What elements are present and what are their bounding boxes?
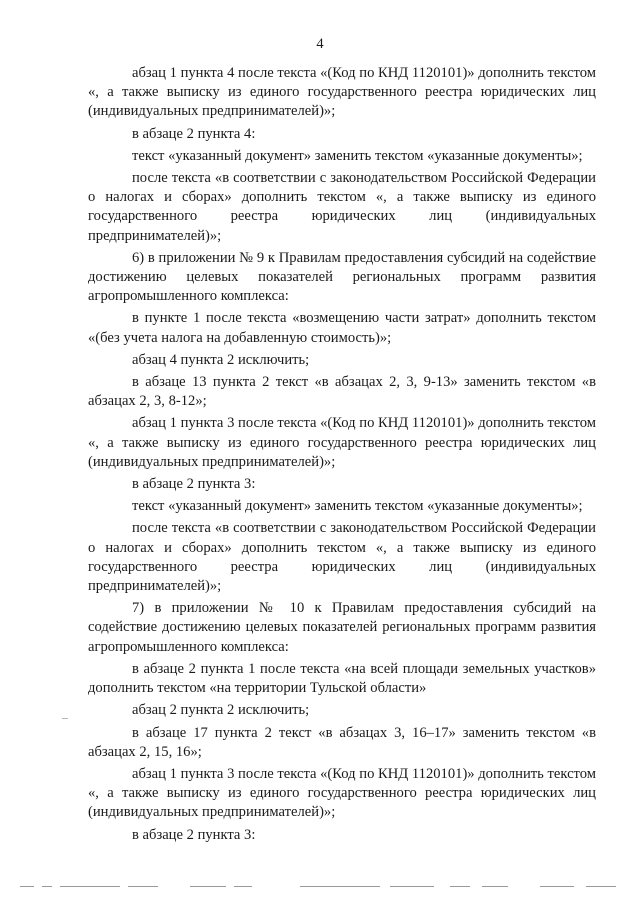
paragraph: текст «указанный документ» заменить текстом «указанные документы»; xyxy=(132,147,583,164)
document-body xyxy=(88,64,596,845)
paragraph: в абзаце 2 пункта 1 после текста «на всей площади земельных участков» дополнить текстом «на территории Тульской области» xyxy=(88,660,596,697)
page-number: 4 xyxy=(316,36,324,52)
paragraph: в абзаце 2 пункта 3: xyxy=(132,826,256,843)
scan-artifact xyxy=(62,718,68,719)
paragraph: после текста «в соответствии с законодательством Российской Федерации о налогах и сборах» дополнить текстом «, а также выписку из единого государственного реестра юридических лиц (индивидуальных предпринимателей)»; xyxy=(88,170,596,244)
paragraph: 6) в приложении № 9 к Правилам предоставления субсидий на содействие достижению целевых показателей региональных программ развития агропромышленного комплекса: xyxy=(88,249,596,305)
paragraph: в абзаце 2 пункта 3: xyxy=(132,476,256,493)
paragraph: абзац 1 пункта 3 после текста «(Код по КНД 1120101)» дополнить текстом «, а также выписку из единого государственного реестра юридических лиц (индивидуальных предпринимателей)»; xyxy=(88,415,596,470)
paragraph: абзац 2 пункта 2 исключить; xyxy=(132,702,310,719)
paragraph: абзац 1 пункта 3 после текста «(Код по КНД 1120101)» дополнить текстом «, а также выписку из единого государственного реестра юридических лиц (индивидуальных предпринимателей)»; xyxy=(88,765,596,821)
paragraph: в пункте 1 после текста «возмещению части затрат» дополнить текстом «(без учета налога на добавленную стоимость)»; xyxy=(88,310,596,346)
paragraph: в абзаце 13 пункта 2 текст «в абзацах 2, 3, 9-13» заменить текстом «в абзацах 2, 3, 8-12»; xyxy=(88,374,596,410)
paragraph: в абзаце 2 пункта 4: xyxy=(132,125,256,142)
paragraph: абзац 1 пункта 4 после текста «(Код по КНД 1120101)» дополнить текстом «, а также выписку из единого государственного реестра юридических лиц (индивидуальных предпринимателей)»; xyxy=(88,65,596,120)
scan-edge-marks xyxy=(20,886,620,889)
paragraph: после текста «в соответствии с законодательством Российской Федерации о налогах и сборах» дополнить текстом «, а также выписку из единого государственного реестра юридических лиц (индивидуальных предпринимателей)»; xyxy=(88,520,596,595)
paragraph: текст «указанный документ» заменить текстом «указанные документы»; xyxy=(132,498,583,515)
paragraph: абзац 4 пункта 2 исключить; xyxy=(132,351,310,368)
paragraph: в абзаце 17 пункта 2 текст «в абзацах 3, 16–17» заменить текстом «в абзацах 2, 15, 16»; xyxy=(88,724,596,760)
paragraph: 7) в приложении № 10 к Правилам предоставления субсидий на содействие достижению целевых показателей региональных программ развития агропромышленного комплекса: xyxy=(88,600,596,655)
